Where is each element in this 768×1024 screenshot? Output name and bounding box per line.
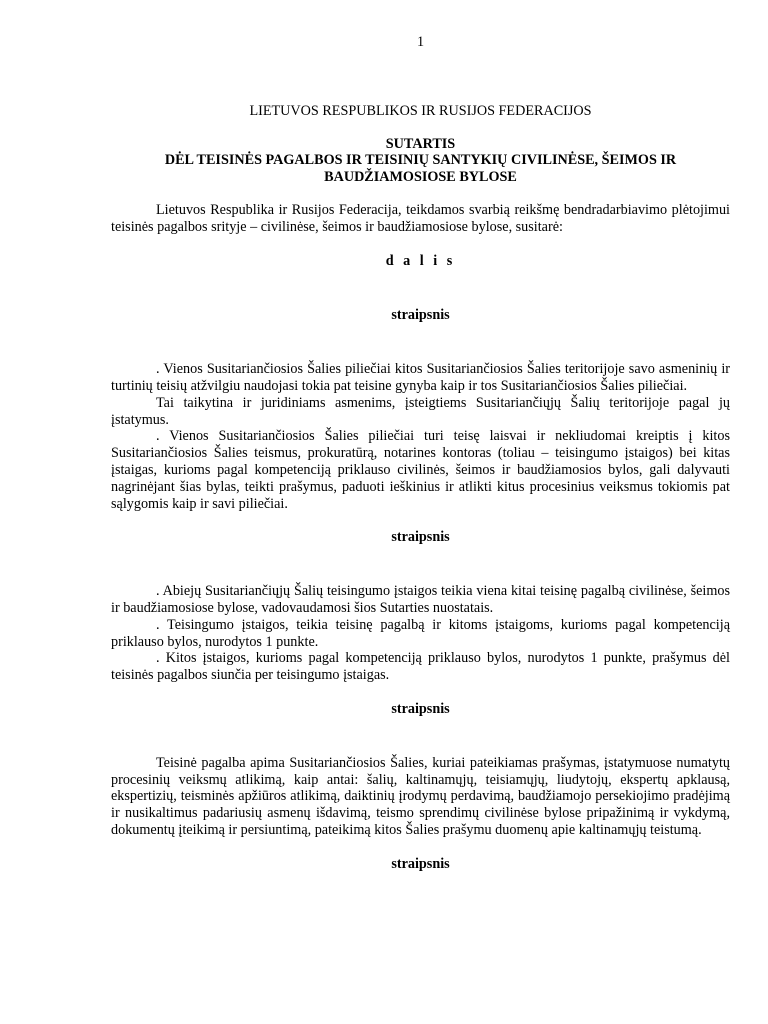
article-paragraph: . Vienos Susitariančiosios Šalies piliečiai turi teisę laisvai ir nekliudomai kreiptis į kitos Susitariančiosios Šalies teismus, prokuratūrą, notarines kontoras (toliau – teisingumo įstaigos) bei kitas įstaigas, kurioms pagal kompetenciją priklauso civilinės, šeimos ir baudžiamosios bylos, gali dalyvauti nagrinėjant šias bylas, teikti prašymus, paduoti ieškinius ir atlikti kitus procesinius veiksmus tokiomis pat sąlygomis kaip ir savi piliečiai. bbox=[111, 428, 730, 512]
article-spacer bbox=[111, 718, 730, 755]
treaty-title-line-2: DĖL TEISINĖS PAGALBOS IR TEISINIŲ SANTYKIŲ CIVILINĖSE, ŠEIMOS IR bbox=[164, 152, 677, 169]
paragraph-spacer bbox=[111, 684, 730, 701]
article-paragraph: . Abiejų Susitariančiųjų Šalių teisingumo įstaigos teikia viena kitai teisinę pagalbą civilinėse, šeimos ir baudžiamosiose bylose, vadovaudamosi šios Sutarties nuostatais. bbox=[111, 583, 730, 616]
paragraph-spacer bbox=[111, 512, 730, 529]
article-heading: straipsnis bbox=[391, 307, 450, 324]
part-heading: d a l i s bbox=[385, 252, 456, 269]
treaty-title-line-3: BAUDŽIAMOSIOSE BYLOSE bbox=[324, 169, 517, 186]
article-spacer bbox=[111, 324, 730, 361]
article-spacer bbox=[111, 546, 730, 583]
article-heading: straipsnis bbox=[391, 529, 450, 546]
article-paragraph: Teisinė pagalba apima Susitariančiosios Šalies, kuriai pateikiamas prašymas, įstatymuose numatytų procesinių veiksmų atlikimą, kaip antai: šalių, kaltinamųjų, teisiamųjų, liudytojų, ekspertų apklausą, ekspertizių, teisminės apžiūros atlikimą, daiktinių įrodymų perdavimą, baudžiamojo persekiojimo pradėjimą ir nusikaltimus padariusių asmenų išdavimą, teismo sprendimų civilinėse bylose pripažinimą ir vykdymą, dokumentų įteikimą ir persiuntimą, pateikimą kitos Šalies prašymu duomenų apie kaltinamųjų teistumą. bbox=[111, 754, 730, 838]
page-number: 1 bbox=[416, 34, 425, 50]
treaty-title bbox=[111, 136, 730, 186]
article-paragraph: . Kitos įstaigos, kurioms pagal kompetenciją priklauso bylos, nurodytos 1 punkte, prašymus dėl teisinės pagalbos siunčia per teisingumo įstaigas. bbox=[111, 650, 730, 684]
paragraph-spacer bbox=[111, 839, 730, 856]
article-heading: straipsnis bbox=[391, 855, 450, 872]
preamble-paragraph: Lietuvos Respublika ir Rusijos Federacija, teikdamos svarbią reikšmę bendradarbiavimo plėtojimui teisinės pagalbos srityje – civilinėse, šeimos ir baudžiamosiose bylose, susitarė: bbox=[111, 201, 730, 235]
article-paragraph: Tai taikytina ir juridiniams asmenims, įsteigtiems Susitariančiųjų Šalių teritorijoje pagal jų įstatymus. bbox=[111, 394, 730, 428]
treaty-parties-heading: LIETUVOS RESPUBLIKOS IR RUSIJOS FEDERACIJOS bbox=[249, 102, 592, 119]
document-content bbox=[111, 34, 730, 873]
article-paragraph: . Teisingumo įstaigos, teikia teisinę pagalbą ir kitoms įstaigoms, kurioms pagal kompetenciją priklauso bylos, nurodytos 1 punkte. bbox=[111, 616, 730, 650]
article-heading: straipsnis bbox=[391, 700, 450, 717]
article-paragraph: . Vienos Susitariančiosios Šalies piliečiai kitos Susitariančiosios Šalies teritorijoje savo asmeninių ir turtinių teisių atžvilgiu naudojasi tokia pat teisine gynyba kaip ir tos Susitariančiosios Šalies piliečiai. bbox=[111, 361, 730, 394]
treaty-title-line-1: SUTARTIS bbox=[385, 135, 456, 152]
